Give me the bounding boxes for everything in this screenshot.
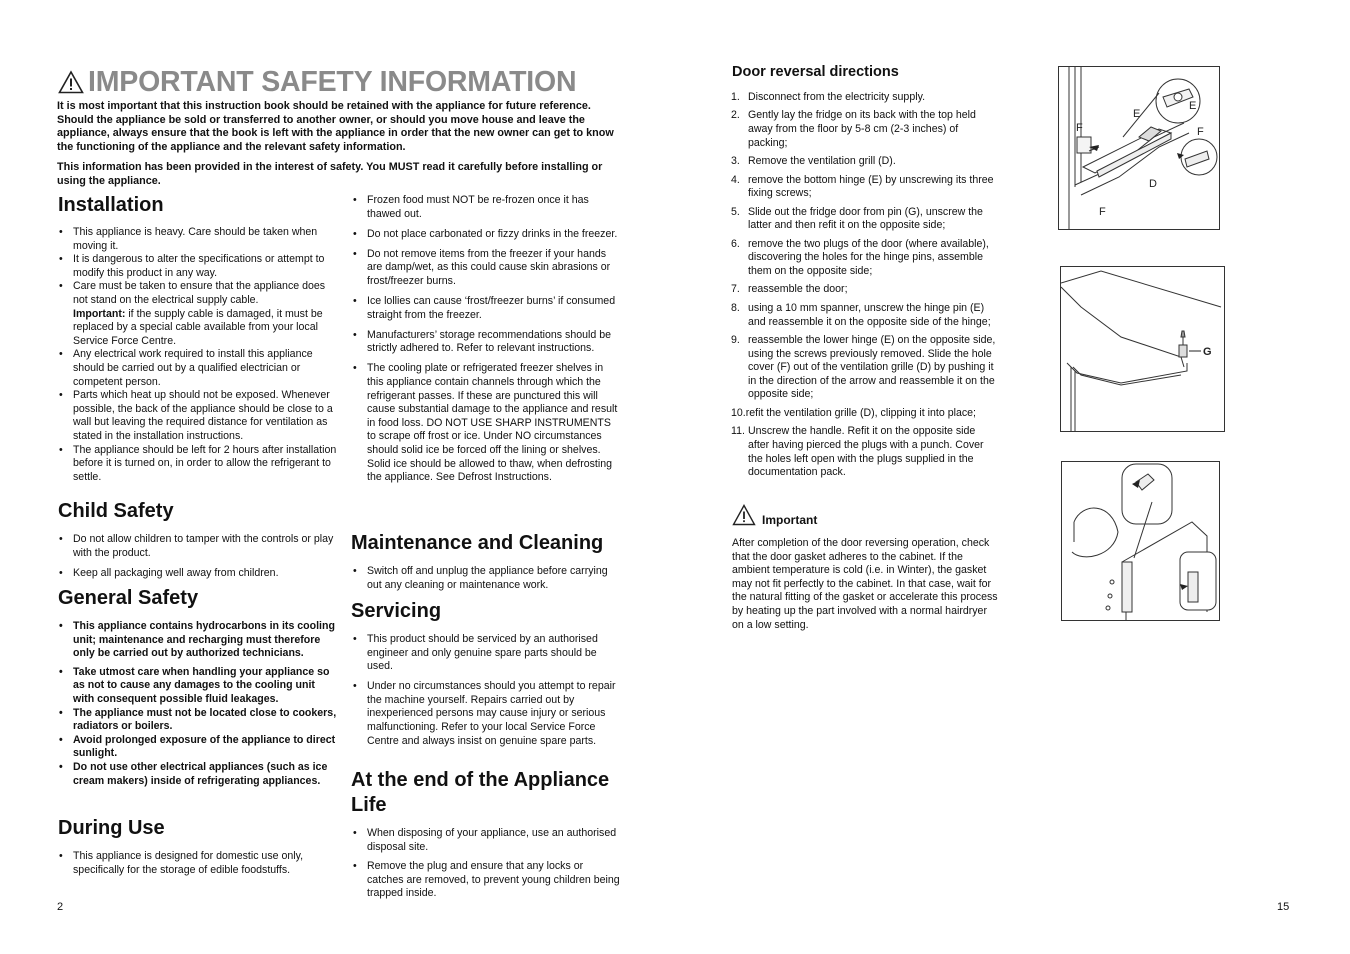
label-e: E bbox=[1189, 100, 1197, 112]
step-text: reassemble the lower hinge (E) on the opposite side, using the screws previously removed. Slide the hole cover (F) out of the ventilation grille (D) by pushing it in the direction of the arrow and reassemble it on the opposite side; bbox=[748, 334, 996, 401]
maintenance-heading: Maintenance and Cleaning bbox=[351, 532, 604, 554]
warning-icon bbox=[732, 504, 756, 529]
important-heading bbox=[732, 504, 817, 529]
list-item: • Remove the plug and ensure that any locks or catches are removed, to prevent young children being trapped inside. bbox=[351, 860, 621, 901]
end-of-life-heading: At the end of the Appliance Life bbox=[351, 769, 610, 816]
list-item: • Ice lollies can cause ‘frost/freezer burns’ if consumed straight from the freezer. bbox=[351, 295, 621, 322]
list-item bbox=[731, 155, 996, 169]
servicing-list bbox=[351, 633, 621, 755]
during-use-heading: During Use bbox=[58, 817, 165, 839]
list-item bbox=[731, 91, 996, 105]
step-text: Remove the ventilation grill (D). bbox=[748, 155, 896, 168]
child-safety-heading: Child Safety bbox=[58, 500, 174, 522]
list-item: • Switch off and unplug the appliance before carrying out any cleaning or maintenance work. bbox=[351, 565, 621, 592]
intro-paragraph-1: It is most important that this instruction book should be retained with the appliance for future reference. Should the appliance be sold or transferred to another owner, or should you move house and leave the appliance, always ensure that the book is left with the appliance in order that the new owner can get to know the functioning of the appliance and the relevant safety information. bbox=[57, 100, 614, 153]
step-text: Slide out the fridge door from pin (G), unscrew the latter and then refit it on the opposite side; bbox=[748, 205, 983, 232]
step-number: 1. bbox=[731, 91, 740, 103]
important-heading-text: Important bbox=[762, 513, 818, 527]
list-item: • This appliance is heavy. Care should be taken when moving it. bbox=[57, 226, 337, 253]
label-f: F bbox=[1076, 122, 1083, 134]
list-item: • The appliance must not be located close to cookers, radiators or boilers. bbox=[57, 707, 337, 734]
label-d: D bbox=[1149, 178, 1157, 190]
list-item bbox=[731, 206, 996, 233]
installation-list bbox=[57, 226, 337, 484]
list-item: • Do not allow children to tamper with the controls or play with the product. bbox=[57, 533, 337, 560]
step-text: reassemble the door; bbox=[748, 283, 848, 296]
title-text: IMPORTANT SAFETY INFORMATION bbox=[88, 66, 577, 98]
list-item bbox=[731, 334, 996, 402]
intro-paragraph-2: This information has been provided in the interest of safety. You MUST read it carefully before installing or using the appliance. bbox=[57, 161, 603, 187]
list-item: • Do not remove items from the freezer if your hands are damp/wet, as this could cause skin abrasions or frost/freezer burns. bbox=[351, 248, 621, 289]
list-item bbox=[731, 283, 996, 297]
list-item: • Do not use other electrical appliances (such as ice cream makers) inside of refrigerating appliances. bbox=[57, 761, 337, 788]
important-text: After completion of the door reversing operation, check that the door gasket adheres to the cabinet. If the ambient temperature is cold (i.e. in Winter), the gasket may not fit perfectly to the cabinet. In that case, wait for the natural fitting of the gasket or accelerate this process by heating up the part involved with a normal hairdryer on a low setting. bbox=[732, 537, 998, 631]
list-item: • Under no circumstances should you attempt to repair the machine yourself. Repairs carried out by inexperienced persons may cause injury or serious malfunctioning. Refer to your local Service Force Centre and always insist on genuine spare parts. bbox=[351, 680, 621, 748]
list-item bbox=[731, 302, 996, 329]
servicing-heading: Servicing bbox=[351, 600, 442, 622]
list-item: • Frozen food must NOT be re-frozen once it has thawed out. bbox=[351, 194, 621, 221]
step-text: Unscrew the handle. Refit it on the opposite side after having pierced the plugs with a punch. Cover the holes left open with the plugs supplied in the documentation pack. bbox=[748, 425, 984, 479]
step-number: 5. bbox=[731, 205, 740, 218]
label-f: F bbox=[1197, 126, 1204, 138]
during-use-list-continued bbox=[351, 194, 621, 491]
list-item: • It is dangerous to alter the specifications or attempt to modify this product in any way. bbox=[57, 253, 337, 280]
installation-heading: Installation bbox=[58, 194, 164, 216]
step-number: 2. bbox=[731, 109, 740, 122]
hinge-removal-figure bbox=[1058, 66, 1220, 230]
step-text: Gently lay the fridge on its back with the top held away from the floor by 5-8 cm (2-3 inches) of packing; bbox=[748, 109, 976, 149]
list-item: • This appliance is designed for domestic use only, specifically for the storage of edible foodstuffs. bbox=[57, 850, 337, 877]
list-item: • Any electrical work required to install this appliance should be carried out by a qualified electrician or competent person. bbox=[57, 348, 337, 389]
label-e: E bbox=[1133, 108, 1141, 120]
list-item: • Manufacturers’ storage recommendations should be strictly adhered to. Refer to relevant instructions. bbox=[351, 329, 621, 356]
important-text: if the supply cable is damaged, it must be replaced by a special cable available from your local Service Force Centre. bbox=[73, 307, 323, 347]
door-reversal-heading: Door reversal directions bbox=[732, 64, 899, 80]
maintenance-list bbox=[351, 565, 621, 592]
list-item bbox=[731, 109, 996, 150]
list-item bbox=[731, 425, 996, 479]
general-safety-list bbox=[57, 620, 337, 788]
step-number: 6. bbox=[731, 237, 740, 250]
step-text: refit the ventilation grille (D), clipping it into place; bbox=[745, 406, 976, 419]
step-number: 3. bbox=[731, 155, 740, 168]
list-item: • Take utmost care when handling your appliance so as not to cause any damages to the cooling unit with consequent possible fluid leakages. bbox=[57, 666, 337, 707]
step-text: using a 10 mm spanner, unscrew the hinge pin (E) and reassemble it on the opposite side of the hinge; bbox=[748, 301, 991, 328]
label-g: G bbox=[1203, 346, 1212, 358]
page-number-left: 2 bbox=[57, 901, 64, 913]
step-number: 10. bbox=[731, 406, 746, 419]
list-item bbox=[731, 238, 996, 279]
list-item: • Keep all packaging well away from children. bbox=[57, 567, 337, 581]
step-text: Disconnect from the electricity supply. bbox=[748, 91, 926, 103]
step-number: 11. bbox=[731, 425, 745, 438]
label-f: F bbox=[1099, 206, 1106, 218]
step-number: 4. bbox=[731, 173, 740, 186]
page-title bbox=[58, 66, 576, 102]
list-item bbox=[731, 174, 996, 201]
important-label: Important: bbox=[73, 307, 126, 320]
child-safety-list bbox=[57, 533, 337, 587]
step-number: 7. bbox=[731, 283, 740, 296]
door-reversal-steps bbox=[731, 91, 996, 485]
handle-refit-figure bbox=[1061, 461, 1220, 621]
list-item: • Parts which heat up should not be exposed. Whenever possible, the back of the appliance should be close to a wall but leaving the required distance for ventilation as stated in the installation instructions. bbox=[57, 389, 337, 443]
during-use-list bbox=[57, 850, 337, 877]
step-text: remove the bottom hinge (E) by unscrewing its three fixing screws; bbox=[748, 173, 994, 200]
list-item-text: Care must be taken to ensure that the appliance does not stand on the electrical supply cable. bbox=[73, 280, 326, 306]
list-item: • Avoid prolonged exposure of the appliance to direct sunlight. bbox=[57, 734, 337, 761]
list-item: • This product should be serviced by an authorised engineer and only genuine spare parts should be used. bbox=[351, 633, 621, 674]
list-item: • Do not place carbonated or fizzy drinks in the freezer. bbox=[351, 228, 621, 242]
warning-icon bbox=[58, 69, 84, 102]
step-text: remove the two plugs of the door (where available), discovering the holes for the hinge pins, assemble them on the opposite side; bbox=[748, 237, 989, 277]
list-item: • This appliance contains hydrocarbons in its cooling unit; maintenance and recharging must therefore only be carried out by authorized technicians. bbox=[57, 620, 337, 661]
list-item: • When disposing of your appliance, use an authorised disposal site. bbox=[351, 827, 621, 854]
general-safety-heading: General Safety bbox=[58, 587, 199, 609]
list-item: • The cooling plate or refrigerated freezer shelves in this appliance contain channels through which the refrigerant passes. If these are punctured this will cause substantial damage to the appliance and result in food loss. DO NOT USE SHARP INSTRUMENTS to scrape off frost or ice. Under NO circumstances should solid ice be forced off the lining or shelves. Solid ice should be allowed to thaw, when defrosting the appliance. See Defrost Instructions. bbox=[351, 362, 621, 484]
step-number: 9. bbox=[731, 334, 740, 347]
list-item: • The appliance should be left for 2 hours after installation before it is turned on, in order to allow the refrigerant to settle. bbox=[57, 444, 337, 485]
door-pin-figure bbox=[1060, 266, 1225, 432]
end-of-life-list bbox=[351, 827, 621, 907]
step-number: 8. bbox=[731, 301, 740, 314]
list-item bbox=[57, 280, 337, 348]
page-number-right: 15 bbox=[1277, 901, 1290, 913]
list-item bbox=[731, 407, 996, 421]
